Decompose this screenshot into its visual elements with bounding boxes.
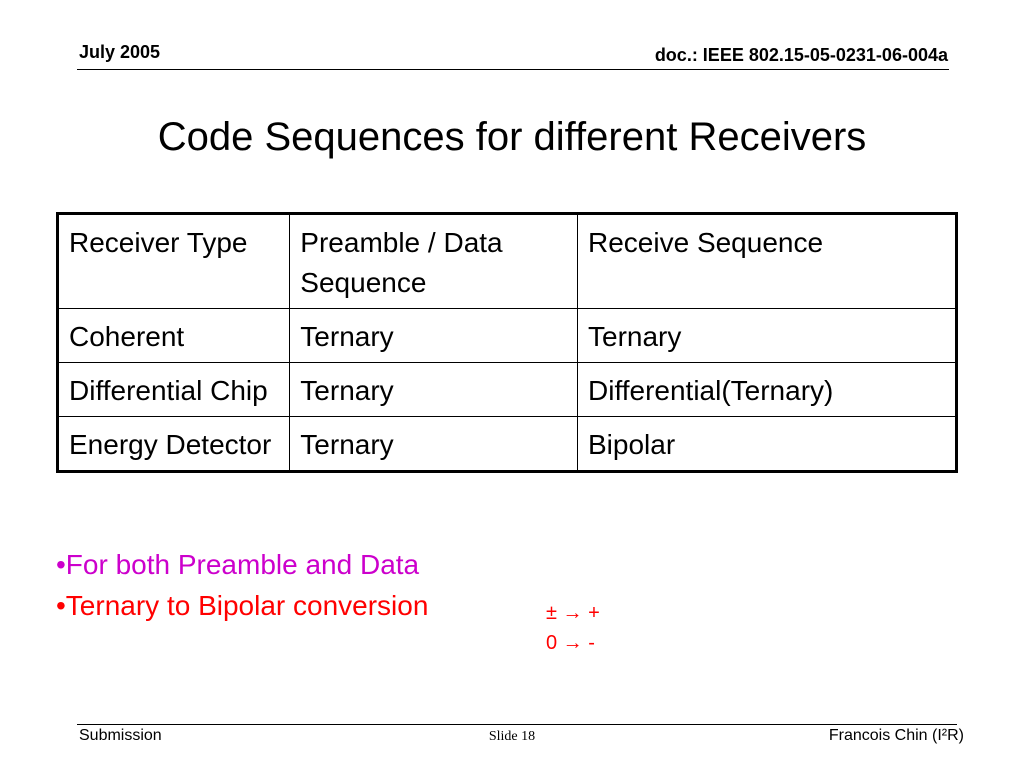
receiver-table — [56, 212, 958, 473]
table-cell: Ternary — [290, 309, 578, 363]
table-row — [58, 417, 957, 472]
table-cell: Ternary — [290, 417, 578, 472]
conversion-line-plus: ± → + — [546, 602, 600, 624]
header-date: July 2005 — [79, 42, 161, 62]
table-row — [58, 363, 957, 417]
bullet-ternary-bipolar: •Ternary to Bipolar conversion — [56, 590, 429, 621]
header-doc-id: doc.: IEEE 802.15-05-0231-06-004a — [654, 45, 948, 65]
table-header-cell: Preamble / Data Sequence — [290, 214, 578, 309]
table-cell: Bipolar — [578, 417, 957, 472]
footer-slide-number: Slide 18 — [488, 729, 536, 744]
table-cell: Ternary — [578, 309, 957, 363]
conversion-mapping — [546, 598, 600, 658]
table-row — [58, 309, 957, 363]
table-cell: Differential(Ternary) — [578, 363, 957, 417]
footer-author: Francois Chin (I²R) — [828, 727, 964, 744]
table-cell: Ternary — [290, 363, 578, 417]
table-cell: Differential Chip — [58, 363, 290, 417]
table-cell: Coherent — [58, 309, 290, 363]
table-header-cell: Receiver Type — [58, 214, 290, 309]
header-divider — [77, 69, 949, 70]
conversion-line-zero: 0 → - — [546, 632, 595, 654]
footer-submission: Submission — [79, 727, 162, 744]
table-cell: Energy Detector — [58, 417, 290, 472]
footer-divider — [77, 724, 957, 725]
bullet-preamble-data: •For both Preamble and Data — [56, 549, 420, 580]
slide-title: Code Sequences for different Receivers — [157, 114, 867, 159]
table-header-cell: Receive Sequence — [578, 214, 957, 309]
table-header-row — [58, 214, 957, 309]
